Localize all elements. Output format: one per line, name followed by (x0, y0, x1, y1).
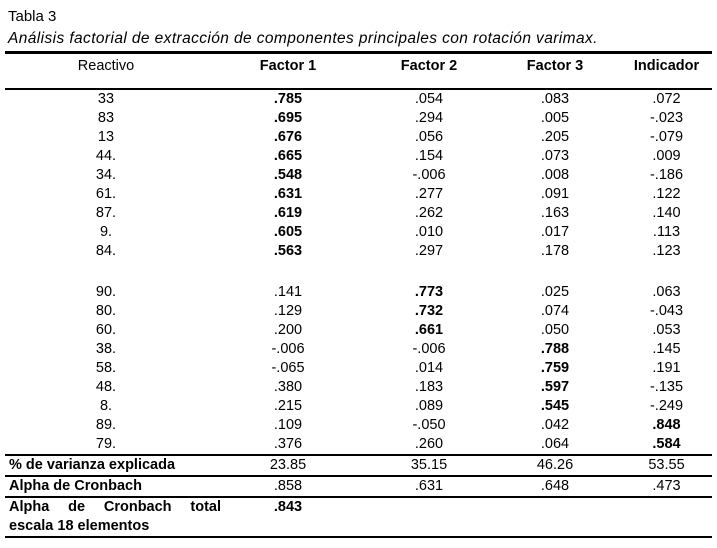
reactivo-cell: 38. (95, 341, 117, 357)
loading-cell: .294 (414, 110, 444, 126)
loading-cell: .380 (273, 379, 303, 395)
loading-cell: .178 (540, 243, 570, 259)
loading-cell: .163 (540, 205, 570, 221)
summary-value-cell: .858 (207, 476, 369, 497)
loading-cell: .064 (540, 436, 570, 452)
table-row (5, 147, 712, 166)
loading-cell: .005 (540, 110, 570, 126)
loading-cell: .154 (414, 148, 444, 164)
reactivo-cell: 33 (97, 91, 115, 107)
summary-row (5, 497, 712, 537)
loading-cell: .017 (540, 224, 570, 240)
loading-cell: .788 (540, 341, 570, 357)
summary-row (5, 455, 712, 476)
loading-cell: .056 (414, 129, 444, 145)
loading-cell: .010 (414, 224, 444, 240)
loading-cell: .191 (652, 360, 681, 376)
loading-cell: -.043 (649, 303, 684, 319)
reactivo-cell: 44. (95, 148, 117, 164)
header-row (5, 53, 712, 90)
loading-cell: .072 (652, 91, 681, 107)
loading-cell: .661 (414, 322, 444, 338)
loading-cell: .014 (414, 360, 444, 376)
loading-cell: .848 (652, 417, 681, 433)
loading-cell: .113 (652, 224, 681, 240)
reactivo-cell: 90. (95, 284, 117, 300)
reactivo-cell: 87. (95, 205, 117, 221)
loading-cell: -.050 (412, 417, 446, 433)
summary-value-cell: 53.55 (621, 455, 712, 476)
loading-cell: .009 (652, 148, 681, 164)
summary-value-cell: .843 (207, 497, 369, 537)
loading-cell: .545 (540, 398, 570, 414)
summary-value-cell (489, 497, 621, 537)
summary-label-line2: escala 18 elementos (9, 518, 150, 534)
loading-cell: .773 (414, 284, 444, 300)
loading-cell: -.006 (271, 341, 305, 357)
loading-cell: -.135 (649, 379, 684, 395)
reactivo-cell: 79. (95, 436, 117, 452)
column-header-reactivo: Reactivo (5, 53, 207, 90)
loading-cell: .083 (540, 91, 570, 107)
loading-cell: .759 (540, 360, 570, 376)
table-row (5, 109, 712, 128)
table-row (5, 223, 712, 242)
table-row (5, 340, 712, 359)
summary-value-cell: 46.26 (489, 455, 621, 476)
table-row (5, 359, 712, 378)
loading-cell: .260 (414, 436, 444, 452)
summary-label: % de varianza explicada (5, 455, 207, 476)
reactivo-cell: 9. (99, 224, 113, 240)
loading-cell: .548 (273, 167, 303, 183)
summary-value-cell (621, 497, 712, 537)
loading-cell: -.079 (649, 129, 684, 145)
loading-cell: .563 (273, 243, 303, 259)
table-caption: Análisis factorial de extracción de componentes principales con rotación varimax. (8, 30, 598, 47)
factor-analysis-table (5, 51, 712, 538)
loading-cell: .141 (273, 284, 303, 300)
table-header (5, 53, 712, 90)
loading-cell: .123 (652, 243, 681, 259)
summary-label: Alpha de Cronbach (5, 476, 207, 497)
table-row (5, 185, 712, 204)
loading-cell: .129 (273, 303, 303, 319)
loading-cell: .140 (652, 205, 681, 221)
loading-cell: .122 (652, 186, 681, 202)
loading-cell: .584 (652, 436, 681, 452)
reactivo-cell: 60. (95, 322, 117, 338)
table-row (5, 435, 712, 455)
summary-label (5, 497, 221, 537)
table-row (5, 321, 712, 340)
table-summary (5, 455, 712, 537)
table-row (5, 128, 712, 147)
loading-cell: -.186 (649, 167, 684, 183)
reactivo-cell: 80. (95, 303, 117, 319)
loading-cell: .732 (414, 303, 444, 319)
table-row (5, 302, 712, 321)
group-spacer (5, 261, 712, 283)
loading-cell: .200 (273, 322, 303, 338)
summary-value-cell: 35.15 (369, 455, 489, 476)
loading-cell: .665 (273, 148, 303, 164)
summary-value-cell (369, 497, 489, 537)
summary-value-cell: 23.85 (207, 455, 369, 476)
loading-cell: .605 (273, 224, 303, 240)
column-header-factor-2: Factor 2 (369, 53, 489, 90)
loading-cell: -.023 (649, 110, 684, 126)
loading-cell: .145 (652, 341, 681, 357)
reactivo-cell: 84. (95, 243, 117, 259)
loading-cell: .008 (540, 167, 570, 183)
table-row (5, 204, 712, 223)
reactivo-cell: 61. (95, 186, 117, 202)
table-row (5, 242, 712, 261)
column-header-indicador: Indicador (621, 53, 712, 90)
loading-cell: .063 (652, 284, 681, 300)
loading-cell: -.249 (649, 398, 684, 414)
summary-value-cell: .631 (369, 476, 489, 497)
loading-cell: .597 (540, 379, 570, 395)
loading-cell: .183 (414, 379, 444, 395)
loading-cell: -.065 (271, 360, 305, 376)
loading-cell: .050 (540, 322, 570, 338)
loading-cell: .262 (414, 205, 444, 221)
column-header-factor-1: Factor 1 (207, 53, 369, 90)
table-number-title: Tabla 3 (8, 8, 57, 25)
table-body-group-1 (5, 89, 712, 261)
loading-cell: .042 (540, 417, 570, 433)
loading-cell: .205 (540, 129, 570, 145)
loading-cell: .053 (652, 322, 681, 338)
loading-cell: .785 (273, 91, 303, 107)
loading-cell: .297 (414, 243, 444, 259)
loading-cell: .277 (414, 186, 444, 202)
table-row (5, 283, 712, 302)
reactivo-cell: 34. (95, 167, 117, 183)
table-row (5, 89, 712, 109)
loading-cell: .109 (273, 417, 303, 433)
table-body-group-2 (5, 283, 712, 455)
reactivo-cell: 58. (95, 360, 117, 376)
loading-cell: .073 (540, 148, 570, 164)
loading-cell: .215 (273, 398, 303, 414)
spacer-row (5, 261, 712, 283)
loading-cell: .089 (414, 398, 444, 414)
loading-cell: .091 (540, 186, 570, 202)
reactivo-cell: 89. (95, 417, 117, 433)
summary-label-line1: Alpha de Cronbach total (9, 499, 221, 515)
summary-value-cell: .473 (621, 476, 712, 497)
reactivo-cell: 8. (99, 398, 113, 414)
table-row (5, 378, 712, 397)
loading-cell: .025 (540, 284, 570, 300)
loading-cell: .074 (540, 303, 570, 319)
loading-cell: .695 (273, 110, 303, 126)
loading-cell: .676 (273, 129, 303, 145)
loading-cell: .619 (273, 205, 303, 221)
column-header-factor-3: Factor 3 (489, 53, 621, 90)
loading-cell: .631 (273, 186, 303, 202)
table-row (5, 397, 712, 416)
table-row (5, 166, 712, 185)
reactivo-cell: 13 (97, 129, 115, 145)
summary-value-cell: .648 (489, 476, 621, 497)
loading-cell: .376 (273, 436, 303, 452)
loading-cell: -.006 (412, 341, 446, 357)
reactivo-cell: 83 (97, 110, 115, 126)
table-row (5, 416, 712, 435)
reactivo-cell: 48. (95, 379, 117, 395)
loading-cell: .054 (414, 91, 444, 107)
loading-cell: -.006 (412, 167, 446, 183)
summary-row (5, 476, 712, 497)
